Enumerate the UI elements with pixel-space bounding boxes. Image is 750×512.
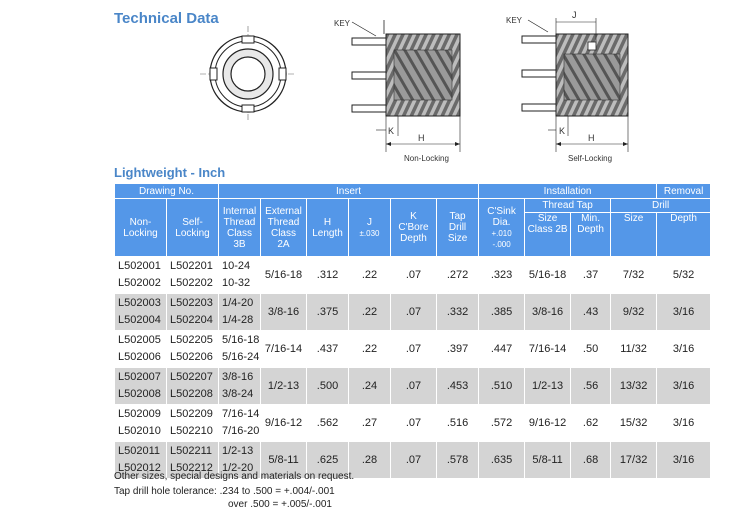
cell-non-locking: L502001 L502002 bbox=[115, 257, 167, 294]
cell-non-locking: L502003 L502004 bbox=[115, 294, 167, 331]
cell-k: .07 bbox=[391, 442, 437, 479]
cell-drill-size: 17/32 bbox=[611, 442, 657, 479]
cell-drill-size: 15/32 bbox=[611, 405, 657, 442]
cell-external-thread: 7/16-14 bbox=[261, 331, 307, 368]
subgroup-drill: Drill bbox=[611, 199, 711, 213]
cell-csink: .385 bbox=[479, 294, 525, 331]
cell-drill-depth: 5/32 bbox=[657, 257, 711, 294]
col-j: J ±.030 bbox=[349, 199, 391, 257]
table-row bbox=[115, 257, 711, 294]
col-csink-dia: C'Sink Dia. +.010 -.000 bbox=[479, 199, 525, 257]
cell-self-locking: L502201 L502202 bbox=[167, 257, 219, 294]
table-title: Lightweight - Inch bbox=[114, 165, 226, 180]
cell-h-length: .375 bbox=[307, 294, 349, 331]
cell-drill-depth: 3/16 bbox=[657, 442, 711, 479]
col-tap-drill-size: Tap Drill Size bbox=[437, 199, 479, 257]
non-locking-drawing bbox=[334, 19, 460, 163]
cell-non-locking: L502011 L502012 bbox=[115, 442, 167, 479]
cell-tap-size: 5/8-11 bbox=[525, 442, 571, 479]
col-internal-thread: Internal Thread Class 3B bbox=[219, 199, 261, 257]
col-self-locking: Self- Locking bbox=[167, 199, 219, 257]
col-non-locking: Non- Locking bbox=[115, 199, 167, 257]
cell-min-depth: .43 bbox=[571, 294, 611, 331]
cell-k: .07 bbox=[391, 257, 437, 294]
cell-self-locking: L502211 L502212 bbox=[167, 442, 219, 479]
table-row bbox=[115, 405, 711, 442]
cell-j: .22 bbox=[349, 331, 391, 368]
dim-k-left: K bbox=[388, 126, 395, 136]
cell-tap-size: 3/8-16 bbox=[525, 294, 571, 331]
cell-tap-size: 5/16-18 bbox=[525, 257, 571, 294]
self-locking-caption: Self-Locking bbox=[568, 154, 613, 163]
cell-drill-depth: 3/16 bbox=[657, 294, 711, 331]
table-row bbox=[115, 331, 711, 368]
technical-data-heading: Technical Data bbox=[114, 10, 219, 27]
key-label-left: KEY bbox=[334, 19, 351, 28]
spec-table bbox=[114, 183, 711, 479]
cell-j: .27 bbox=[349, 405, 391, 442]
cell-csink: .635 bbox=[479, 442, 525, 479]
cell-drill-depth: 3/16 bbox=[657, 331, 711, 368]
cell-non-locking: L502007 L502008 bbox=[115, 368, 167, 405]
dim-h-right: H bbox=[588, 133, 595, 143]
cell-external-thread: 1/2-13 bbox=[261, 368, 307, 405]
cell-tap-size: 1/2-13 bbox=[525, 368, 571, 405]
cell-tap-drill: .516 bbox=[437, 405, 479, 442]
cell-min-depth: .50 bbox=[571, 331, 611, 368]
col-tap-size: Size Class 2B bbox=[525, 213, 571, 257]
group-installation: Installation bbox=[479, 184, 657, 199]
cell-h-length: .312 bbox=[307, 257, 349, 294]
group-header-row bbox=[115, 184, 711, 199]
technical-drawings bbox=[0, 0, 750, 170]
cell-h-length: .562 bbox=[307, 405, 349, 442]
cell-tap-drill: .453 bbox=[437, 368, 479, 405]
cell-drill-depth: 3/16 bbox=[657, 368, 711, 405]
cell-csink: .572 bbox=[479, 405, 525, 442]
cell-internal-thread: 7/16-14 7/16-20 bbox=[219, 405, 261, 442]
note-tap-tolerance-over: over .500 = +.005/-.001 bbox=[228, 499, 332, 510]
dim-h-left: H bbox=[418, 133, 425, 143]
note-other-sizes: Other sizes, special designs and materials on request. bbox=[114, 471, 355, 482]
cell-csink: .447 bbox=[479, 331, 525, 368]
cell-tap-drill: .397 bbox=[437, 331, 479, 368]
table-row bbox=[115, 368, 711, 405]
cell-k: .07 bbox=[391, 368, 437, 405]
dim-j: J bbox=[572, 10, 577, 20]
cell-self-locking: L502203 L502204 bbox=[167, 294, 219, 331]
self-locking-drawing bbox=[506, 10, 628, 163]
cell-drill-size: 13/32 bbox=[611, 368, 657, 405]
cell-external-thread: 5/16-18 bbox=[261, 257, 307, 294]
cell-internal-thread: 5/16-18 5/16-24 bbox=[219, 331, 261, 368]
cell-drill-size: 7/32 bbox=[611, 257, 657, 294]
cell-k: .07 bbox=[391, 405, 437, 442]
cell-self-locking: L502209 L502210 bbox=[167, 405, 219, 442]
cell-h-length: .437 bbox=[307, 331, 349, 368]
end-view-drawing bbox=[200, 26, 296, 122]
cell-min-depth: .37 bbox=[571, 257, 611, 294]
cell-internal-thread: 3/8-16 3/8-24 bbox=[219, 368, 261, 405]
cell-tap-size: 7/16-14 bbox=[525, 331, 571, 368]
cell-external-thread: 5/8-11 bbox=[261, 442, 307, 479]
key-label-right: KEY bbox=[506, 16, 523, 25]
col-k-cbore-depth: K C'Bore Depth bbox=[391, 199, 437, 257]
cell-internal-thread: 1/2-13 1/2-20 bbox=[219, 442, 261, 479]
col-drill-depth: Depth bbox=[657, 213, 711, 257]
cell-drill-depth: 3/16 bbox=[657, 405, 711, 442]
non-locking-caption: Non-Locking bbox=[404, 154, 449, 163]
cell-j: .24 bbox=[349, 368, 391, 405]
cell-min-depth: .56 bbox=[571, 368, 611, 405]
group-removal: Removal bbox=[657, 184, 711, 199]
table-row bbox=[115, 294, 711, 331]
cell-drill-size: 9/32 bbox=[611, 294, 657, 331]
dim-k-right: K bbox=[559, 126, 566, 136]
cell-external-thread: 9/16-12 bbox=[261, 405, 307, 442]
cell-min-depth: .62 bbox=[571, 405, 611, 442]
col-h-length: H Length bbox=[307, 199, 349, 257]
cell-self-locking: L502205 L502206 bbox=[167, 331, 219, 368]
cell-drill-size: 11/32 bbox=[611, 331, 657, 368]
group-drawing-no: Drawing No. bbox=[115, 184, 219, 199]
col-tap-min-depth: Min. Depth bbox=[571, 213, 611, 257]
note-tap-tolerance: Tap drill hole tolerance: .234 to .500 = +.004/-.001 bbox=[114, 486, 335, 497]
cell-self-locking: L502207 L502208 bbox=[167, 368, 219, 405]
cell-k: .07 bbox=[391, 294, 437, 331]
cell-min-depth: .68 bbox=[571, 442, 611, 479]
col-external-thread: External Thread Class 2A bbox=[261, 199, 307, 257]
cell-internal-thread: 1/4-20 1/4-28 bbox=[219, 294, 261, 331]
subgroup-header-row bbox=[115, 199, 711, 213]
cell-non-locking: L502009 L502010 bbox=[115, 405, 167, 442]
cell-tap-drill: .272 bbox=[437, 257, 479, 294]
cell-tap-size: 9/16-12 bbox=[525, 405, 571, 442]
subgroup-thread-tap: Thread Tap bbox=[525, 199, 611, 213]
col-drill-size: Size bbox=[611, 213, 657, 257]
group-insert: Insert bbox=[219, 184, 479, 199]
cell-csink: .323 bbox=[479, 257, 525, 294]
cell-j: .22 bbox=[349, 294, 391, 331]
cell-j: .28 bbox=[349, 442, 391, 479]
cell-tap-drill: .578 bbox=[437, 442, 479, 479]
cell-csink: .510 bbox=[479, 368, 525, 405]
cell-h-length: .625 bbox=[307, 442, 349, 479]
cell-k: .07 bbox=[391, 331, 437, 368]
cell-tap-drill: .332 bbox=[437, 294, 479, 331]
cell-non-locking: L502005 L502006 bbox=[115, 331, 167, 368]
cell-j: .22 bbox=[349, 257, 391, 294]
cell-external-thread: 3/8-16 bbox=[261, 294, 307, 331]
cell-h-length: .500 bbox=[307, 368, 349, 405]
cell-internal-thread: 10-24 10-32 bbox=[219, 257, 261, 294]
